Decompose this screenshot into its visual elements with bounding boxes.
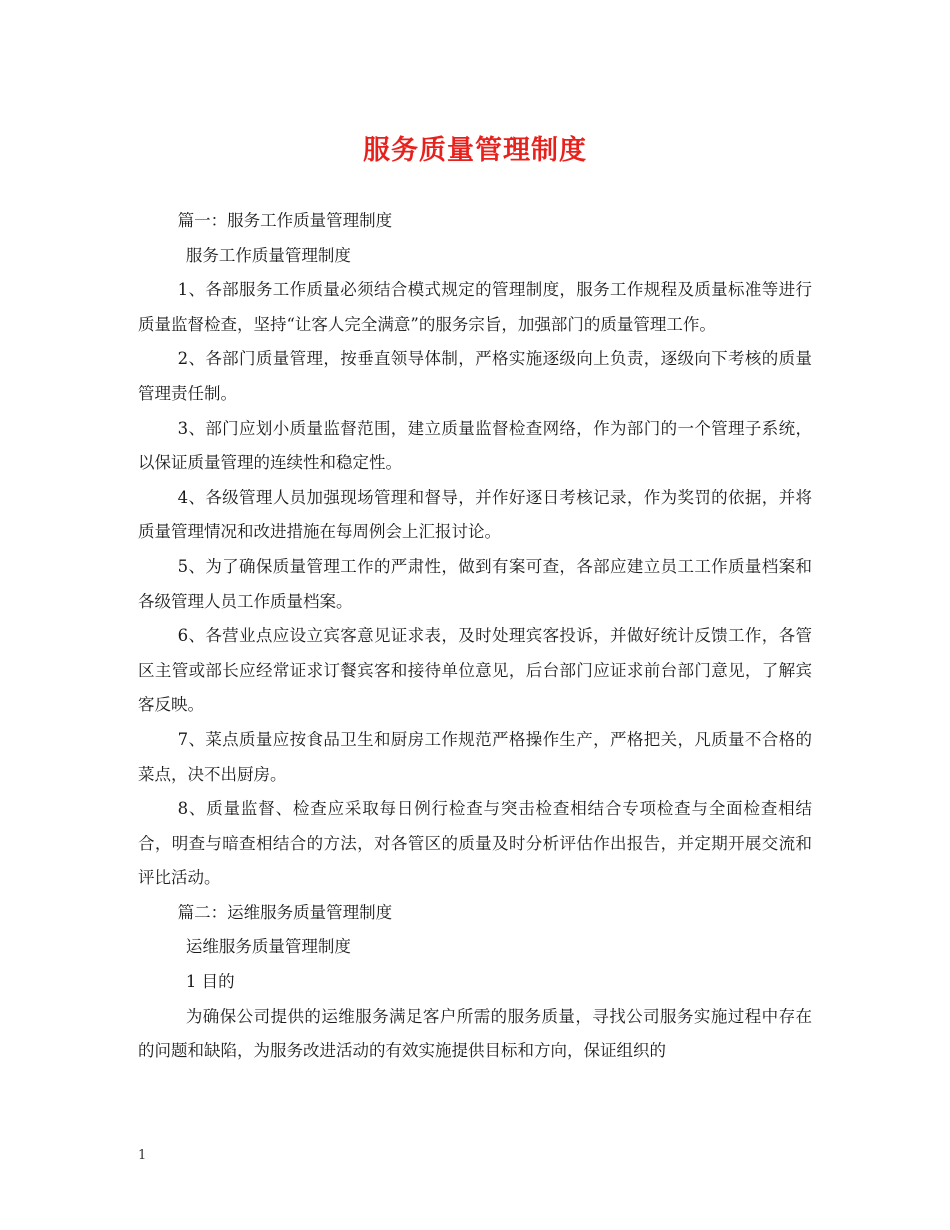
- paragraph-7: 7、菜点质量应按食品卫生和厨房工作规范严格操作生产，严格把关，凡质量不合格的菜点，决不出厨房。: [138, 729, 812, 784]
- paragraph-6: 6、各营业点应设立宾客意见证求表，及时处理宾客投诉，并做好统计反馈工作，各管区主管或部长应经常证求订餐宾客和接待单位意见，后台部门应证求前台部门意见，了解宾客反映。: [138, 626, 812, 715]
- paragraph-8: 8、质量监督、检查应采取每日例行检查与突击检查相结合专项检查与全面检查相结合，明查与暗查相结合的方法，对各管区的质量及时分析评估作出报告，并定期开展交流和评比活动。: [138, 799, 812, 888]
- page-number: 1: [138, 1148, 147, 1163]
- section-heading-2: 篇二：运维服务质量管理制度: [177, 902, 393, 922]
- section-heading-1: 篇一：服务工作质量管理制度: [177, 211, 393, 230]
- paragraph-4: 4、各级管理人员加强现场管理和督导，并作好逐日考核记录，作为奖罚的依据，并将质量管理情况和改进措施在每周例会上汇报讨论。: [138, 487, 812, 542]
- section-subtitle-1: 服务工作质量管理制度: [185, 245, 351, 265]
- section-item-purpose: 1 目的: [185, 972, 235, 992]
- paragraph-2: 2、各部门质量管理，按垂直领导体制，严格实施逐级向上负责，逐级向下考核的质量管理责任制。: [138, 349, 812, 403]
- document-title: 服务质量管理制度: [363, 135, 587, 166]
- paragraph-3: 3、部门应划小质量监督范围，建立质量监督检查网络，作为部门的一个管理子系统，以保证质量管理的连续性和稳定性。: [138, 418, 812, 473]
- paragraph-purpose: 为确保公司提供的运维服务满足客户所需的服务质量，寻找公司服务实施过程中存在的问题和缺陷，为服务改进活动的有效实施提供目标和方向，保证组织的: [138, 1006, 812, 1061]
- paragraph-1: 1、各部服务工作质量必须结合模式规定的管理制度，服务工作规程及质量标准等进行质量监督检查，坚持“让客人完全满意”的服务宗旨，加强部门的质量管理工作。: [138, 280, 812, 334]
- section-subtitle-2: 运维服务质量管理制度: [185, 937, 351, 957]
- paragraph-5: 5、为了确保质量管理工作的严肃性，做到有案可查，各部应建立员工工作质量档案和各级管理人员工作质量档案。: [138, 556, 812, 611]
- document-body: [138, 204, 812, 1069]
